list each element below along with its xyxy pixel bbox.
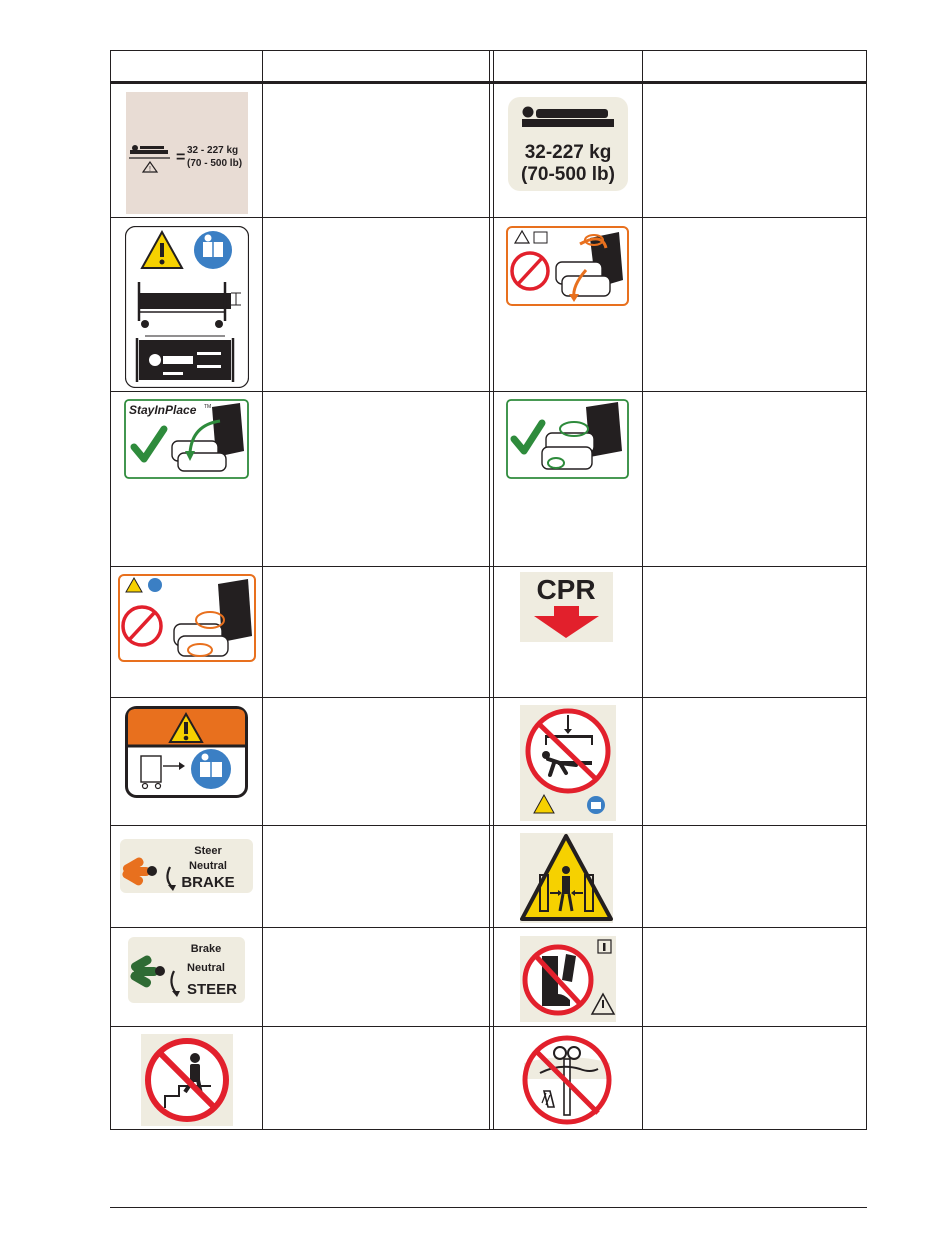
symbol-description [643,392,867,566]
symbol-description [263,826,489,927]
brake-label-brake: BRAKE [181,874,235,891]
brake-label-neutral: Neutral [189,860,227,872]
no-crush-under-bed-icon [520,705,616,821]
svg-text:!: ! [149,166,151,173]
do-not-pinch-mattress-icon [118,574,256,662]
cpr-label: CPR [536,574,596,605]
symbol-description [643,698,867,825]
symbol-description [643,218,867,391]
cpr-release-icon [520,572,613,642]
stayinplace-ok-icon [124,399,249,479]
stayinplace-trademark: TM [204,404,212,410]
symbol-description [263,928,489,1026]
steer-label-brake: Brake [190,943,222,955]
symbol-description [263,392,489,566]
no-step-on-icon [141,1034,233,1126]
steer-label-steer: STEER [186,981,238,998]
weight-limit-kg: 32 - 227 kg [187,145,239,156]
transport-warning-icon [125,706,248,798]
column-divider [493,50,494,1130]
no-pinch-siderail-icon [520,1033,614,1127]
symbol-description [643,84,867,217]
symbol-description [643,1027,867,1129]
weight-limit-lb: (70 - 500 lb) [187,158,243,169]
weight-limit-label-icon [126,92,248,214]
table-header-description [643,50,867,81]
symbol-description [643,567,867,697]
table-header-symbol [110,50,262,81]
brake-pedal-icon [120,839,253,893]
column-divider [489,50,490,1130]
table-header-description [263,50,489,81]
svg-text:=: = [176,149,186,166]
mattress-position-ok-icon [506,399,629,479]
symbol-description [263,84,489,217]
symbol-description [263,567,489,697]
symbol-description [643,826,867,927]
footer-rule [110,1207,867,1208]
patient-weight-capacity-icon [508,97,628,191]
symbol-description [643,928,867,1026]
table-header-symbol [494,50,642,81]
no-foot-under-pedal-icon [520,936,616,1022]
steer-pedal-icon [128,937,245,1003]
symbol-description [263,698,489,825]
mattress-size-warning-icon [125,226,249,388]
symbol-description [263,218,489,391]
stayinplace-brand: StayInPlace [129,403,197,417]
capacity-kg: 32-227 kg [524,142,612,163]
brake-label-steer: Steer [194,845,222,857]
crush-hazard-icon [520,833,613,923]
symbol-description [263,1027,489,1129]
steer-label-neutral: Neutral [187,962,225,974]
capacity-lb: (70-500 lb) [521,164,615,185]
no-mattress-fold-warning-icon [506,226,629,306]
